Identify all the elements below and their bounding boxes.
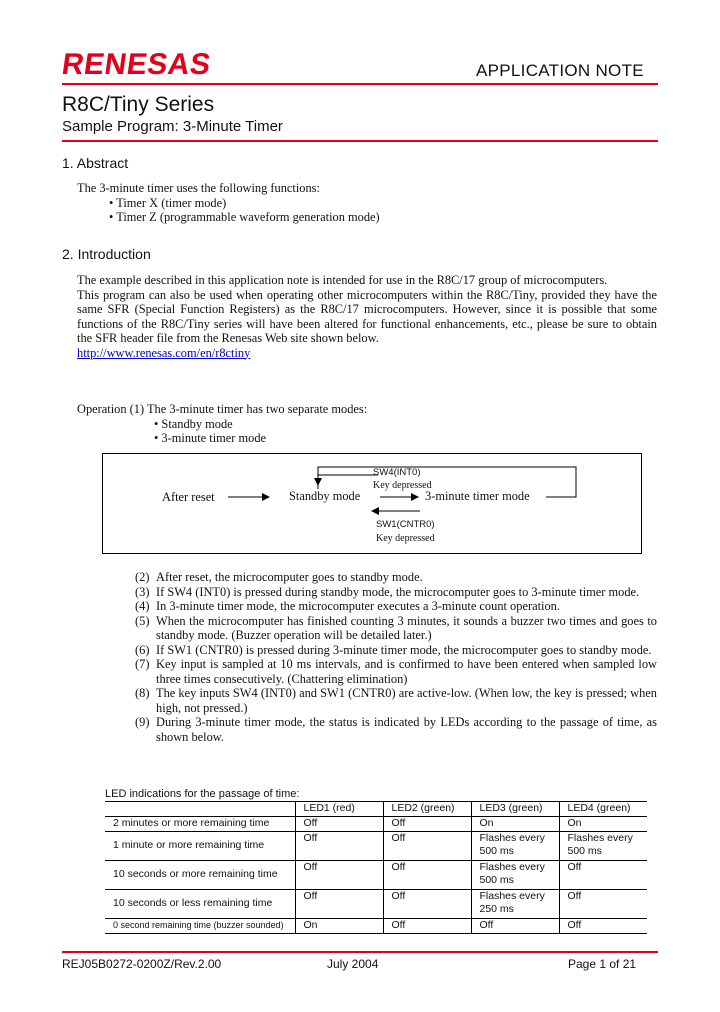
after-reset-label: After reset [162,490,215,504]
table-cell: Flashes every 500 ms [559,831,647,860]
table-cell: On [295,918,383,933]
table-cell: 2 minutes or more remaining time [105,816,295,831]
timer-mode-label: 3-minute timer mode [425,489,530,503]
renesas-logo: RENESAS [59,48,213,81]
header-divider-top [62,83,658,85]
table-cell: Flashes every 500 ms [471,860,559,889]
sw1-note: Key depressed [376,533,435,544]
table-cell: Off [383,860,471,889]
table-cell: Off [295,831,383,860]
table-header-row [105,802,647,817]
table-cell: Off [295,889,383,918]
table-cell: On [559,816,647,831]
table-header-cell [105,802,295,817]
step-item: (2) After reset, the microcomputer goes to standby mode. [135,570,423,584]
step-item: (7) Key input is sampled at 10 ms intervals, and is confirmed to have been entered when sampled low three times consecutively. (Chattering elimination) [135,657,657,686]
footer-page-number: Page 1 of 21 [568,957,637,971]
table-cell: Off [383,816,471,831]
table-header-cell: LED3 (green) [471,802,559,817]
sw1-label: SW1(CNTR0) [376,519,435,530]
footer-divider [62,951,658,953]
footer-date: July 2004 [327,957,379,971]
table-cell: Off [559,860,647,889]
mode-item: • Standby mode [154,416,233,431]
table-cell: Off [559,889,647,918]
abstract-body [77,181,657,225]
footer-doc-id: REJ05B0272-0200Z/Rev.2.00 [62,957,222,971]
table-cell: Off [295,860,383,889]
abstract-item: • Timer X (timer mode) [109,195,227,210]
table-row [105,816,647,831]
sw4-label: SW4(INT0) [373,467,421,478]
table-cell: Off [559,918,647,933]
introduction-heading: 2. Introduction [62,246,151,262]
step-item: (9) During 3-minute timer mode, the status is indicated by LEDs according to the passage of time, as shown below. [135,715,657,744]
header-divider-bottom [62,140,658,142]
mode-item: • 3-minute timer mode [154,431,267,445]
table-cell: Off [383,918,471,933]
table-header-cell: LED1 (red) [295,802,383,817]
standby-mode-label: Standby mode [289,489,361,503]
table-header-cell: LED4 (green) [559,802,647,817]
sw4-line [318,475,378,489]
intro-paragraph-1: The example described in this application note is intended for use in the R8C/17 group of microcomputers. [77,273,608,287]
table-cell: Off [383,889,471,918]
table-cell: 0 second remaining time (buzzer sounded) [105,918,295,933]
abstract-heading: 1. Abstract [62,155,129,171]
step-item: (4) In 3-minute timer mode, the microcomputer executes a 3-minute count operation. [135,599,560,613]
table-cell: Flashes every 500 ms [471,831,559,860]
table-cell: 10 seconds or more remaining time [105,860,295,889]
step-item: (3) If SW4 (INT0) is pressed during standby mode, the microcomputer goes to 3-minute timer mode. [135,584,640,599]
intro-paragraph-2: This program can also be used when operating other microcomputers within the R8C/Tiny, provided they have the same SFR (Special Function Registers) as the R8C/17 microcomputers. However, since it is possible that some functions of the R8C/Tiny series will have been altered for functional enhancements, etc., please be sure to obtain the SFR header file from the Renesas Web site shown below. [77,287,657,345]
operation-block [77,402,657,446]
operation-intro: Operation (1) The 3-minute timer has two separate modes: [77,402,368,416]
doc-type-label: APPLICATION NOTE [476,61,644,80]
table-row [105,831,647,860]
table-cell: Off [295,816,383,831]
table-row [105,889,647,918]
table-row [105,860,647,889]
operation-steps [135,570,657,744]
abstract-item: • Timer Z (programmable waveform generation mode) [109,210,380,224]
introduction-body [77,273,657,360]
step-item: (5) When the microcomputer has finished counting 3 minutes, it sounds a buzzer two times and goes to standby mode. (Buzzer operation will be detailed later.) [135,613,657,642]
page-subtitle: Sample Program: 3-Minute Timer [62,118,283,135]
table-cell: 1 minute or more remaining time [105,831,295,860]
table-cell: Flashes every 250 ms [471,889,559,918]
table-row [105,918,647,933]
abstract-intro: The 3-minute timer uses the following functions: [77,181,320,195]
led-table [105,801,647,934]
page-title: R8C/Tiny Series [62,93,215,116]
table-header-cell: LED2 (green) [383,802,471,817]
step-item: (8) The key inputs SW4 (INT0) and SW1 (CNTR0) are active-low. (When low, the key is pressed; when high, not pressed.) [135,686,657,715]
table-cell: On [471,816,559,831]
table-cell: 10 seconds or less remaining time [105,889,295,918]
sw4-note: Key depressed [373,480,432,491]
table-cell: Off [383,831,471,860]
renesas-r8ctiny-link[interactable]: http://www.renesas.com/en/r8ctiny [77,345,251,360]
step-item: (6) If SW1 (CNTR0) is pressed during 3-minute timer mode, the microcomputer goes to standby mode. [135,642,652,657]
table-cell: Off [471,918,559,933]
led-table-caption: LED indications for the passage of time: [105,788,300,800]
